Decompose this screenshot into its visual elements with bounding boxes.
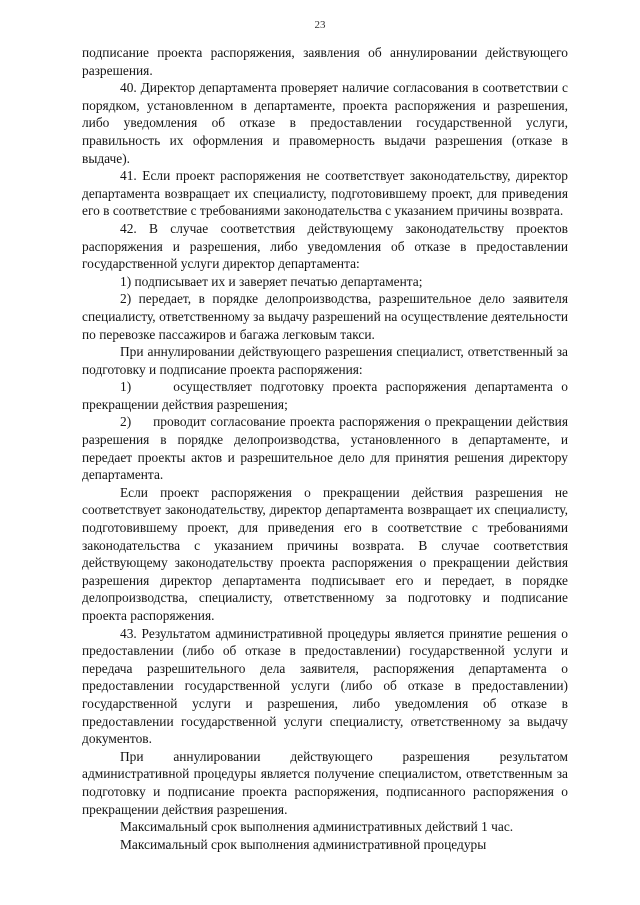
paragraph-43: 43. Результатом административной процедуры является принятие решения о предоставлении (либо об отказе в предоставлении) государственной услуги и передача разрешительного дела заявителя, распоряжения департамента о предоставлении государственной услуги (либо об отказе в предоставлении) государственной услуги и разрешения, либо уведомления об отказе в предоставлении государственной услуги специалисту, ответственному за выдачу документов. <box>82 625 568 747</box>
document-body <box>82 44 568 853</box>
paragraph-annul-2: 2) проводит согласование проекта распоряжения о прекращении действия разрешения в порядке делопроизводства, установленного в департаменте, и передает проекты актов и разрешительное дело для принятия решения директору департамента. <box>82 414 568 483</box>
paragraph-annul-result: При аннулировании действующего разрешения результатом административной процедуры является получение специалистом, ответственным за подготовку и подписание проекта распоряжения, подписанного распоряжения о прекращении действия разрешения. <box>82 748 568 817</box>
paragraph-max-2: Максимальный срок выполнения административной процедуры <box>120 836 487 852</box>
paragraph-42-1: 1) подписывает их и заверяет печатью департамента; <box>120 273 423 289</box>
paragraph-return: Если проект распоряжения о прекращении действия разрешения не соответствует законодательству, директор департамента возвращает их специалисту, подготовившему проект, для приведения его в соответствие с требованиями законодательства с указанием причины возврата. В случае соответствия действующему законодательству проекта распоряжения о прекращении действия разрешения директор департамента подписывает его и передает, в порядке делопроизводства, специалисту, ответственному за подготовку и подписание проекта распоряжения. <box>82 484 568 623</box>
paragraph-max-1: Максимальный срок выполнения административных действий 1 час. <box>120 819 514 835</box>
paragraph-continuation: подписание проекта распоряжения, заявления об аннулировании действующего разрешения. <box>82 45 568 78</box>
paragraph-41: 41. Если проект распоряжения не соответствует законодательству, директор департамента возвращает их специалисту, подготовившему проект, для приведения его в соответствие с требованиями законодательства с указанием причины возврата. <box>82 168 568 219</box>
page-number: 23 <box>314 19 326 31</box>
paragraph-annul-1: 1) осуществляет подготовку проекта распоряжения департамента о прекращении действия разрешения; <box>82 379 568 412</box>
paragraph-42-2: 2) передает, в порядке делопроизводства, разрешительное дело заявителя специалисту, ответственному за выдачу разрешений на осуществление деятельности по перевозке пассажиров и багажа легковым такси. <box>82 291 568 342</box>
paragraph-42: 42. В случае соответствия действующему законодательству проектов распоряжения и разрешения, либо уведомления об отказе в предоставлении государственной услуги директор департамента: <box>82 220 568 272</box>
paragraph-40: 40. Директор департамента проверяет наличие согласования в соответствии с порядком, установленном в департаменте, проекта распоряжения и разрешения, либо уведомления об отказе в предоставлении государственной услуги, правильность их оформления и правомерность выдачи разрешения (отказе в выдаче). <box>82 80 568 166</box>
paragraph-annul-intro: При аннулировании действующего разрешения специалист, ответственный за подготовку и подписание проекта распоряжения: <box>82 344 568 377</box>
